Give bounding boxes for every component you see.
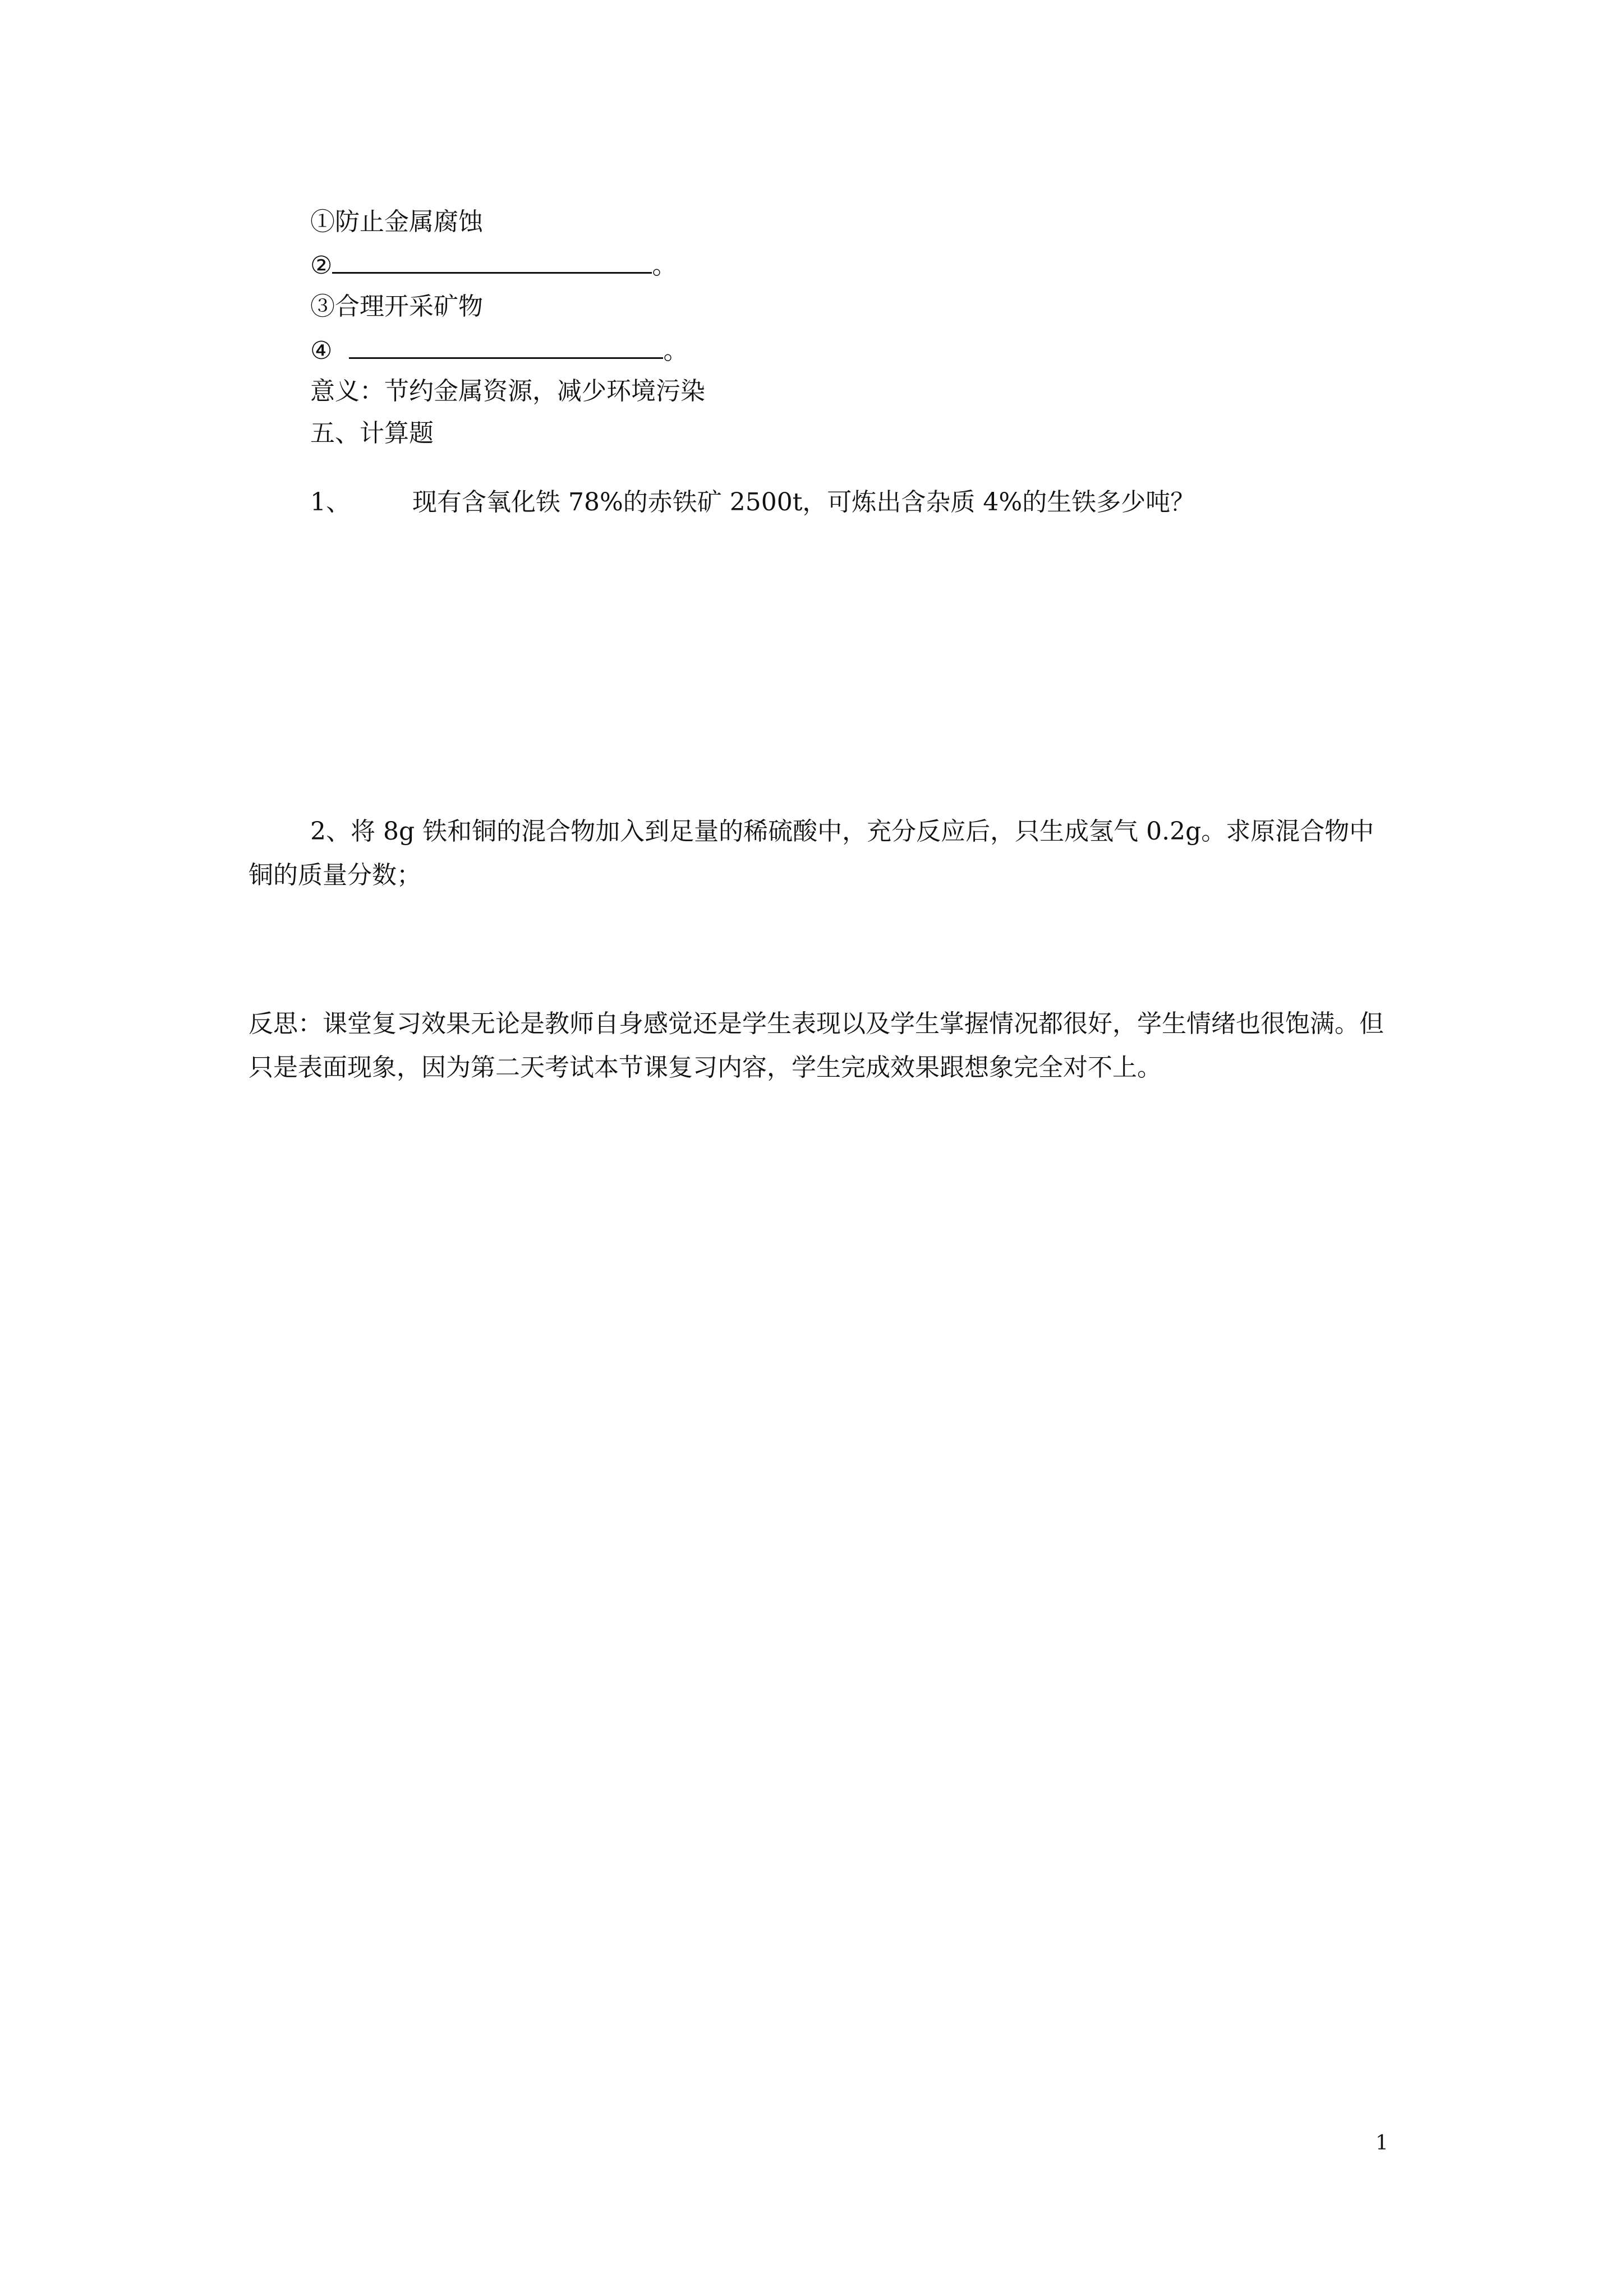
- problem-1: [310, 487, 1195, 518]
- measure-item-3-text: ③合理开采矿物: [310, 292, 483, 321]
- measure-item-1: [310, 206, 483, 238]
- reflection-text: 反思：课堂复习效果无论是教师自身感觉还是学生表现以及学生掌握情况都很好，学生情绪也很饱满。但只是表面现象，因为第二天考试本节课复习内容，学生完成效果跟想象完全对不上。: [249, 1009, 1384, 1082]
- measure-item-2-period: 。: [652, 251, 677, 280]
- section-heading: [310, 418, 434, 449]
- reflection-paragraph: [249, 1002, 1387, 1090]
- significance-text: 意义：节约金属资源，减少环境污染: [310, 377, 705, 405]
- measure-item-4: [310, 334, 688, 367]
- measure-item-1-text: ①防止金属腐蚀: [310, 208, 483, 236]
- section-heading-text: 五、计算题: [310, 419, 434, 448]
- fill-in-blank-2[interactable]: [332, 248, 652, 274]
- measure-item-2: [310, 248, 677, 282]
- measure-item-4-period: 。: [663, 336, 688, 365]
- measure-item-2-number: ②: [310, 251, 333, 280]
- measure-item-4-number: ④: [310, 336, 333, 365]
- fill-in-blank-4[interactable]: [349, 334, 663, 359]
- problem-1-number: 1、: [310, 488, 351, 517]
- page-number-text: 1: [1375, 2132, 1388, 2155]
- page-number: [1375, 2131, 1388, 2156]
- problem-2: [249, 810, 1387, 897]
- problem-1-text: 现有含氧化铁 78%的赤铁矿 2500t，可炼出含杂质 4%的生铁多少吨？: [412, 488, 1195, 517]
- measure-item-3: [310, 291, 483, 322]
- significance-line: [310, 376, 705, 407]
- problem-2-text: 2、将 8g 铁和铜的混合物加入到足量的稀硫酸中，充分反应后，只生成氢气 0.2g。求原混合物中铜的质量分数；: [249, 817, 1374, 889]
